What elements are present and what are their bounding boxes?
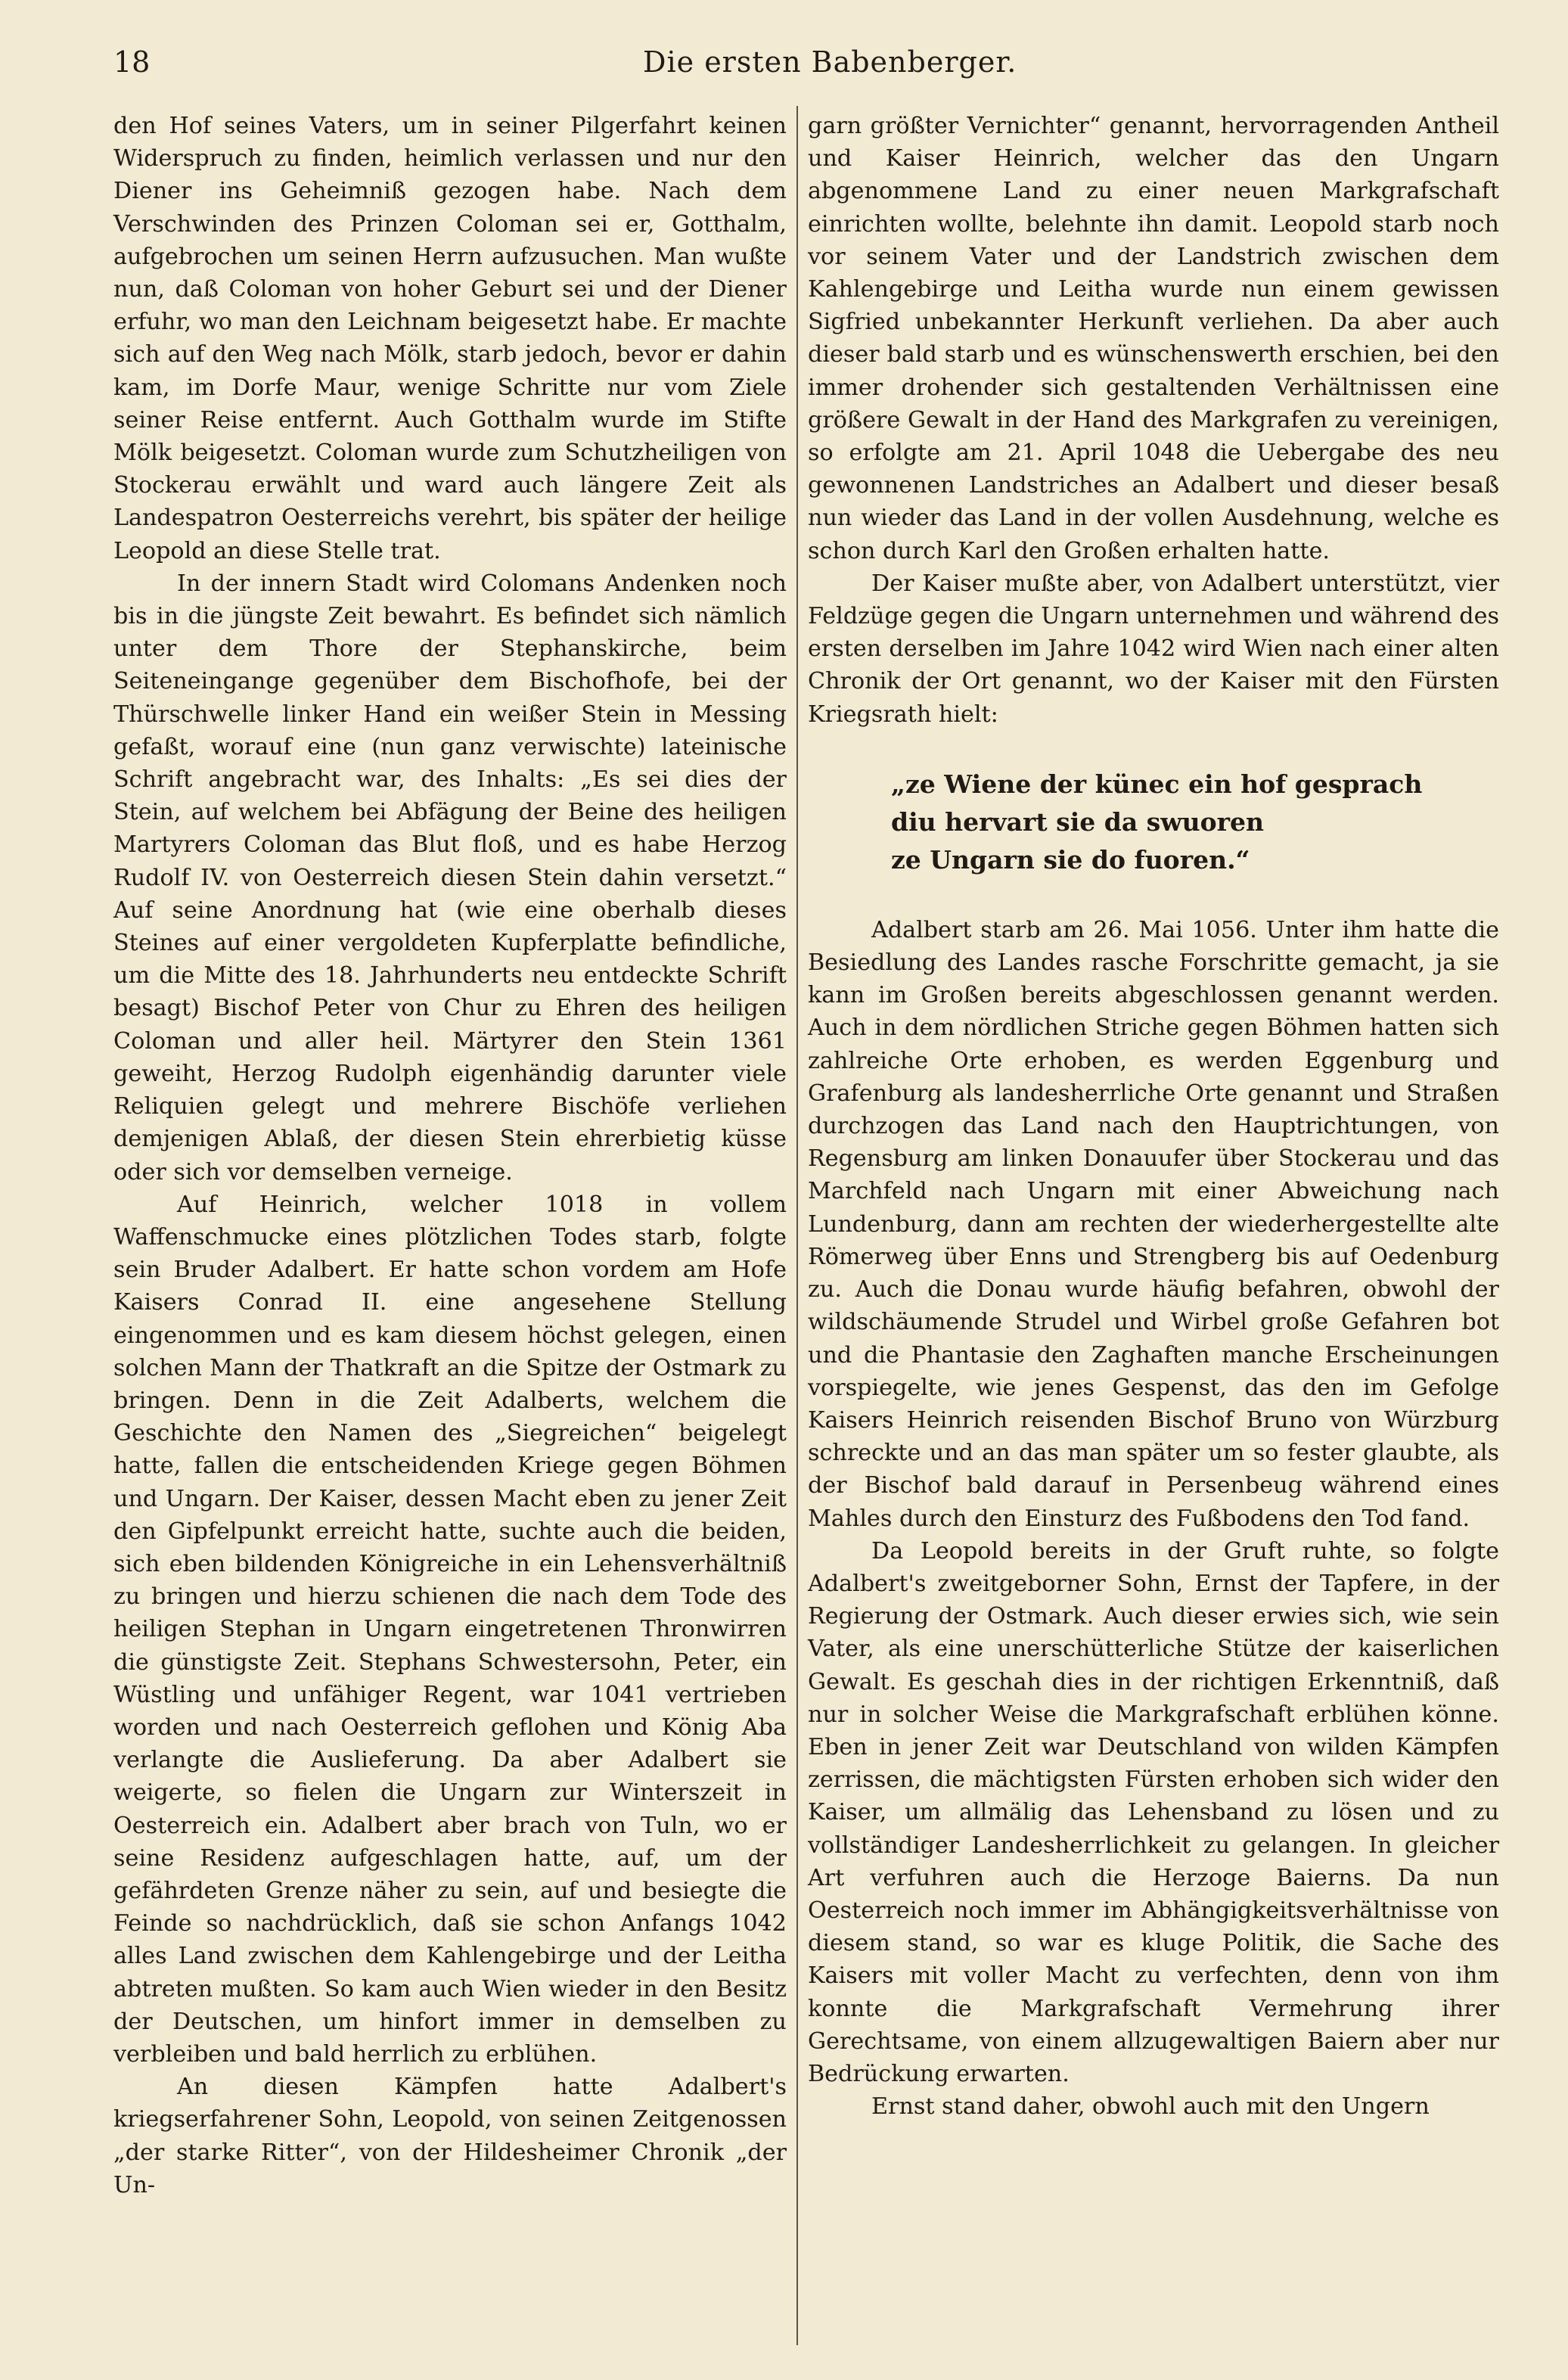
chronicle-verse — [891, 766, 1499, 879]
page-number: 18 — [113, 45, 151, 79]
left-column — [113, 110, 787, 2201]
page-header — [113, 39, 1513, 100]
right-column — [808, 110, 1499, 2123]
column-divider — [796, 106, 798, 2345]
paragraph: Adalbert starb am 26. Mai 1056. Unter ihm hatte die Besiedlung des Landes rasche Forschritte gemacht, ja sie kann im Großen bereits abgeschlossen genannt werden. Auch in dem nördlichen Striche gegen Böhmen hatten sich zahlreiche Orte erhoben, es werden Eggenburg und Grafenburg als landesherrliche Orte genannt und Straßen durchzogen das Land nach den Hauptrichtungen, von Regensburg am linken Donauufer über Stockerau und das Marchfeld nach Ungarn mit einer Abweichung nach Lundenburg, dann am rechten der wiederhergestellte alte Römerweg über Enns und Strengberg bis auf Oedenburg zu. Auch die Donau wurde häufig befahren, obwohl der wildschäumende Strudel und Wirbel große Gefahren bot und die Phantasie den Zaghaften manche Erscheinungen vorspiegelte, wie jenes Gespenst, das den im Gefolge Kaisers Heinrich reisenden Bischof Bruno von Würzburg schreckte und an das man später um so fester glaubte, als der Bischof bald darauf in Persenbeug während eines Mahles durch den Einsturz des Fußbodens den Tod fand. — [808, 916, 1499, 1532]
paragraph: Da Leopold bereits in der Gruft ruhte, so folgte Adalbert's zweitgeborner Sohn, Ernst der Tapfere, in der Regierung der Ostmark. Auch dieser erwies sich, wie sein Vater, als eine unerschütterliche Stütze der kaiserlichen Gewalt. Es geschah dies in der richtigen Erkenntniß, daß nur in solcher Weise die Markgrafschaft erblühen könne. Eben in jener Zeit war Deutschland von wilden Kämpfen zerrissen, die mächtigsten Fürsten erhoben sich wider den Kaiser, um allmälig das Lehensband zu lösen und zu vollständiger Landesherrlichkeit zu gelangen. In gleicher Art verfuhren auch die Herzoge Baierns. Da nun Oesterreich noch immer im Abhängigkeitsverhältnisse von diesem stand, so war es kluge Politik, die Sache des Kaisers mit voller Macht zu verfechten, denn von ihm konnte die Markgrafschaft Vermehrung ihrer Gerechtsame, von einem allzugewaltigen Baiern aber nur Bedrückung erwarten. — [808, 1537, 1499, 2087]
paragraph: In der innern Stadt wird Colomans Andenken noch bis in die jüngste Zeit bewahrt. Es befindet sich nämlich unter dem Thore der Stephanskirche, beim Seiteneingange gegenüber dem Bischofhofe, bei der Thürschwelle linker Hand ein weißer Stein in Messing gefaßt, worauf eine (nun ganz verwischte) lateinische Schrift angebracht war, des Inhalts: „Es sei dies der Stein, auf welchem bei Abfägung der Beine des heiligen Martyrers Coloman das Blut floß, und es habe Herzog Rudolf IV. von Oesterreich diesen Stein dahin versetzt.“ Auf seine Anordnung hat (wie eine oberhalb dieses Steines auf einer vergoldeten Kupferplatte befindliche, um die Mitte des 18. Jahrhunderts neu entdeckte Schrift besagt) Bischof Peter von Chur zu Ehren des heiligen Coloman und aller heil. Märtyrer den Stein 1361 geweiht, Herzog Rudolph eigenhändig darunter viele Reliquien gelegt und mehrere Bischöfe verliehen demjenigen Ablaß, der diesen Stein ehrerbietig küsse oder sich vor demselben verneige. — [113, 570, 787, 1185]
paragraph: garn größter Vernichter“ genannt, hervorragenden Antheil und Kaiser Heinrich, welcher das den Ungarn abgenommene Land zu einer neuen Markgrafschaft einrichten wollte, belehnte ihn damit. Leopold starb noch vor seinem Vater und der Landstrich zwischen dem Kahlengebirge und Leitha wurde nun einem gewissen Sigfried unbekannter Herkunft verliehen. Da aber auch dieser bald starb und es wünschenswerth erschien, bei den immer drohender sich gestaltenden Verhältnissen eine größere Gewalt in der Hand des Markgrafen zu vereinigen, so erfolgte am 21. April 1048 die Uebergabe des neu gewonnenen Landstriches an Adalbert und dieser besaß nun wieder das Land in der vollen Ausdehnung, welche es schon durch Karl den Großen erhalten hatte. — [808, 113, 1499, 564]
paragraph: Ernst stand daher, obwohl auch mit den Ungern — [871, 2093, 1430, 2121]
paragraph: Der Kaiser mußte aber, von Adalbert unterstützt, vier Feldzüge gegen die Ungarn unternehmen und während des ersten derselben im Jahre 1042 wird Wien nach einer alten Chronik der Ort genannt, wo der Kaiser mit den Fürsten Kriegsrath hielt: — [808, 570, 1499, 728]
verse-line: diu hervart sie da swuoren — [891, 806, 1265, 837]
paragraph: An diesen Kämpfen hatte Adalbert's kriegserfahrener Sohn, Leopold, von seinen Zeitgenossen „der starke Ritter“, von der Hildesheimer Chronik „der Un- — [113, 2074, 787, 2198]
paragraph: den Hof seines Vaters, um in seiner Pilgerfahrt keinen Widerspruch zu finden, heimlich verlassen und nur den Diener ins Geheimniß gezogen habe. Nach dem Verschwinden des Prinzen Coloman sei er, Gotthalm, aufgebrochen um seinen Herrn aufzusuchen. Man wußte nun, daß Coloman von hoher Geburt sei und der Diener erfuhr, wo man den Leichnam beigesetzt habe. Er machte sich auf den Weg nach Mölk, starb jedoch, bevor er dahin kam, im Dorfe Maur, wenige Schritte nur vom Ziele seiner Reise entfernt. Auch Gotthalm wurde im Stifte Mölk beigesetzt. Coloman wurde zum Schutzheiligen von Stockerau erwählt und ward auch längere Zeit als Landespatron Oesterreichs verehrt, bis später der heilige Leopold an diese Stelle trat. — [113, 113, 787, 564]
running-head: Die ersten Babenberger. — [643, 45, 1017, 79]
paragraph: Auf Heinrich, welcher 1018 in vollem Waffenschmucke eines plötzlichen Todes starb, folgte sein Bruder Adalbert. Er hatte schon vordem am Hofe Kaisers Conrad II. eine angesehene Stellung eingenommen und es kam diesem höchst gelegen, einen solchen Mann der Thatkraft an die Spitze der Ostmark zu bringen. Denn in die Zeit Adalberts, welchem die Geschichte den Namen des „Siegreichen“ beigelegt hatte, fallen die entscheidenden Kriege gegen Böhmen und Ungarn. Der Kaiser, dessen Macht eben zu jener Zeit den Gipfelpunkt erreicht hatte, suchte auch die beiden, sich eben bildenden Königreiche in ein Lehensverhältniß zu bringen und hierzu schienen die nach dem Tode des heiligen Stephan in Ungarn eingetretenen Thronwirren die günstigste Zeit. Stephans Schwestersohn, Peter, ein Wüstling und unfähiger Regent, war 1041 vertrieben worden und nach Oesterreich geflohen und König Aba verlangte die Auslieferung. Da aber Adalbert sie weigerte, so fielen die Ungarn zur Winterszeit in Oesterreich ein. Adalbert aber brach von Tuln, wo er seine Residenz aufgeschlagen hatte, auf, um der gefährdeten Grenze näher zu sein, auf und besiegte die Feinde so nachdrücklich, daß sie schon Anfangs 1042 alles Land zwischen dem Kahlengebirge und der Leitha abtreten mußten. So kam auch Wien wieder in den Besitz der Deutschen, um hinfort immer in demselben zu verbleiben und bald herrlich zu erblühen. — [113, 1191, 787, 2068]
verse-line: „ze Wiene der künec ein hof gesprach — [891, 769, 1423, 799]
verse-line: ze Ungarn sie do fuoren.“ — [891, 844, 1250, 875]
